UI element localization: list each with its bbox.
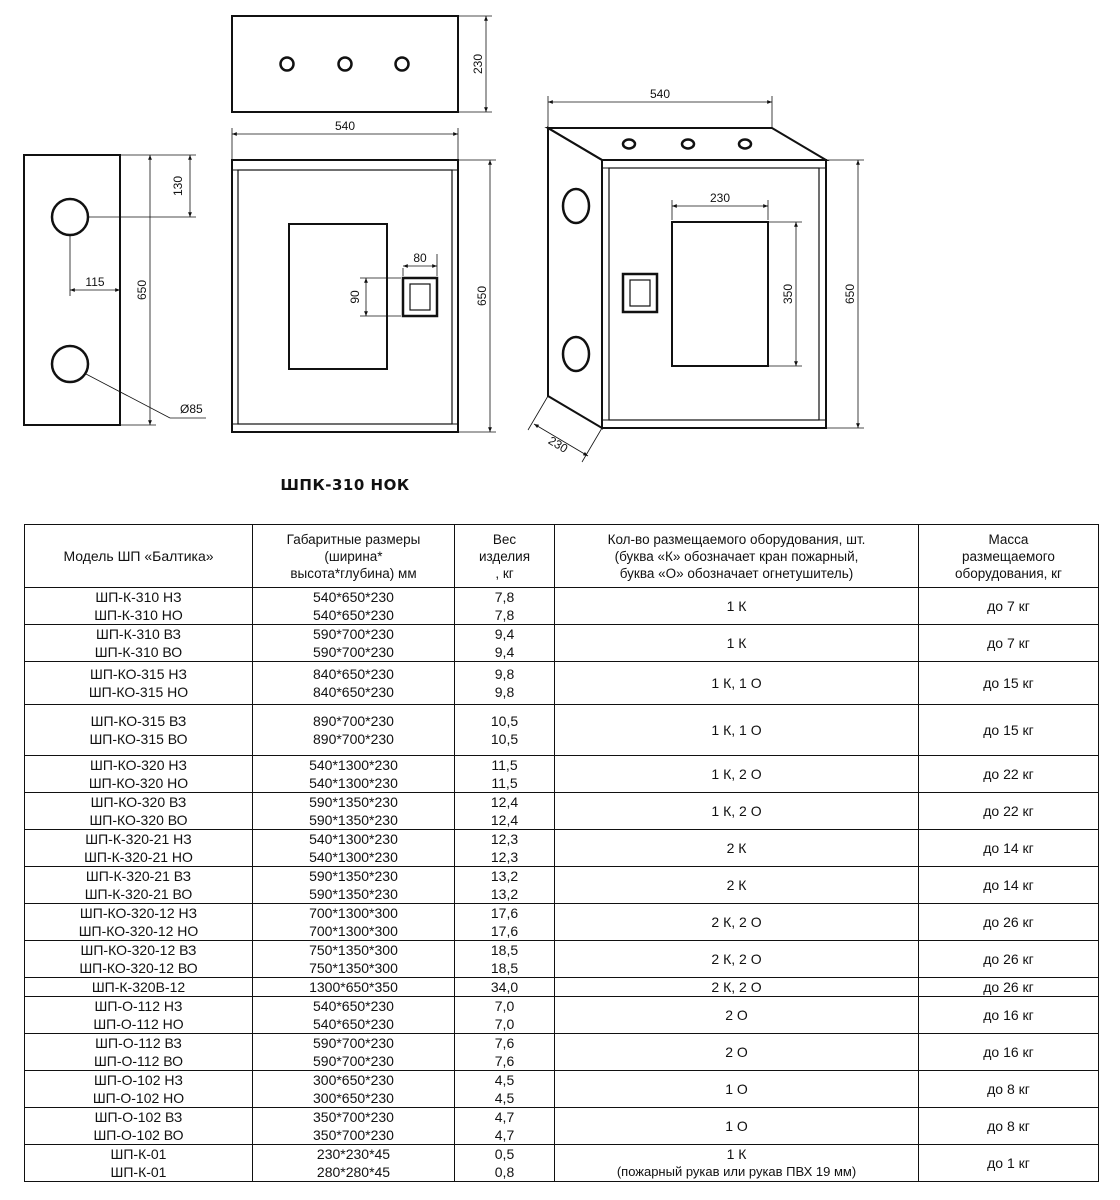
cell-line: ШП-К-01 [110, 1146, 167, 1162]
cell-dimensions [253, 625, 455, 662]
cell-weight [455, 705, 555, 756]
cell-dimensions [253, 904, 455, 941]
cell-model [25, 941, 253, 978]
header-line: , кг [495, 565, 514, 581]
cell-line: 750*1350*300 [309, 960, 398, 976]
cell-weight [455, 1034, 555, 1071]
header-line: Кол-во размещаемого оборудования, шт. [607, 531, 866, 547]
cell-line: 540*1300*230 [309, 775, 398, 791]
cell-line: 540*650*230 [313, 998, 394, 1014]
cell-weight [455, 1145, 555, 1182]
cell-model [25, 756, 253, 793]
cell-line: 7,8 [494, 607, 515, 623]
cell-equipment [555, 997, 919, 1034]
cell-line: 590*1350*230 [309, 886, 398, 902]
cell-line: 11,5 [491, 775, 518, 791]
side-hole-top-offset-label: 130 [171, 175, 185, 197]
header-equipment-mass [919, 525, 1099, 588]
cell-line: 230*230*45 [316, 1146, 391, 1162]
cell-line: ШП-КО-320-12 ВО [79, 960, 198, 976]
cell-line: ШП-КО-320 НЗ [90, 757, 187, 773]
table-row [25, 997, 1099, 1034]
cell-model [25, 978, 253, 997]
cell-line: ШП-КО-315 НО [88, 684, 189, 700]
cell-line: 840*650*230 [313, 666, 394, 682]
cell-weight [455, 756, 555, 793]
iso-window-height-label: 350 [781, 283, 795, 305]
side-hole-side-offset-label: 115 [85, 275, 105, 289]
cell-equipment-mass: до 16 кг [919, 997, 1099, 1034]
cell-line: 540*650*230 [313, 589, 394, 605]
cell-line: ШП-КО-320-12 ВЗ [80, 942, 197, 958]
cell-line: 590*1350*230 [309, 794, 398, 810]
drawing-caption: ШПК-310 НОК [280, 476, 410, 494]
cell-line: ШП-К-320-21 НЗ [85, 831, 192, 847]
cell-equipment [555, 588, 919, 625]
cell-line: 700*1300*300 [309, 905, 398, 921]
cell-line: 2 К [726, 840, 747, 856]
cell-model [25, 1108, 253, 1145]
side-view [24, 155, 206, 425]
cell-line: 34,0 [490, 979, 519, 995]
cell-equipment-mass: до 7 кг [919, 588, 1099, 625]
table-header-row [25, 525, 1099, 588]
cell-line: ШП-К-320-21 НО [84, 849, 193, 865]
table-row [25, 941, 1099, 978]
table-row [25, 1034, 1099, 1071]
cell-line: 1 К, 1 О [711, 722, 762, 738]
cell-line: 1 К, 2 О [711, 803, 762, 819]
cell-equipment-mass: до 15 кг [919, 662, 1099, 705]
cell-line: 590*700*230 [313, 626, 394, 642]
cell-weight [455, 830, 555, 867]
cell-weight [455, 1071, 555, 1108]
iso-top-hole [623, 140, 635, 149]
cell-line: ШП-О-112 НЗ [94, 998, 183, 1014]
cell-dimensions [253, 705, 455, 756]
cell-dimensions [253, 756, 455, 793]
cell-line: 2 О [725, 1007, 748, 1023]
cell-line: 700*1300*300 [309, 923, 398, 939]
cell-equipment [555, 1034, 919, 1071]
cell-line: 1 К, 2 О [711, 766, 762, 782]
cell-line: ШП-О-102 ВО [93, 1127, 184, 1143]
cell-line: 7,0 [494, 998, 515, 1014]
cell-line: 12,3 [490, 849, 519, 865]
cell-line: (пожарный рукав или рукав ПВХ 19 мм) [616, 1164, 857, 1179]
cell-line: 9,8 [494, 684, 515, 700]
cell-equipment [555, 756, 919, 793]
header-line: оборудования, кг [955, 565, 1062, 581]
cell-weight [455, 625, 555, 662]
table-row [25, 904, 1099, 941]
cell-line: 280*280*45 [316, 1164, 391, 1180]
cell-line: ШП-К-320-21 ВО [84, 886, 193, 902]
cell-weight [455, 588, 555, 625]
table-row [25, 1108, 1099, 1145]
iso-side-hole-top [563, 189, 589, 223]
cell-model [25, 1145, 253, 1182]
cell-dimensions [253, 1108, 455, 1145]
cell-line: 2 О [725, 1044, 748, 1060]
iso-height-label: 650 [843, 283, 857, 305]
cell-line: 7,0 [494, 1016, 515, 1032]
side-hole-top [52, 199, 88, 235]
cell-line: 9,4 [494, 626, 515, 642]
cell-line: ШП-О-112 ВЗ [95, 1035, 182, 1051]
cell-weight [455, 904, 555, 941]
cell-line: 350*700*230 [313, 1127, 394, 1143]
isometric-view [528, 87, 864, 462]
cell-line: 590*700*230 [313, 1035, 394, 1051]
header-line: изделия [478, 548, 531, 564]
table-row [25, 625, 1099, 662]
cell-line: ШП-К-310 ВО [94, 644, 183, 660]
spec-table [24, 524, 1099, 1182]
cell-line: 540*1300*230 [309, 849, 398, 865]
header-dimensions [253, 525, 455, 588]
cell-dimensions [253, 978, 455, 997]
cell-line: 590*1350*230 [309, 812, 398, 828]
cell-equipment-mass: до 26 кг [919, 941, 1099, 978]
cell-line: 0,5 [494, 1146, 515, 1162]
cell-line: ШП-О-102 НЗ [94, 1072, 183, 1088]
cell-model [25, 997, 253, 1034]
cell-equipment-mass: до 1 кг [919, 1145, 1099, 1182]
iso-width-label: 540 [649, 87, 671, 101]
cell-line: 4,5 [494, 1090, 515, 1106]
cell-equipment [555, 793, 919, 830]
table-row [25, 1071, 1099, 1108]
cell-weight [455, 793, 555, 830]
cell-line: 9,4 [494, 644, 515, 660]
cell-weight [455, 867, 555, 904]
table-row [25, 705, 1099, 756]
table-row [25, 588, 1099, 625]
table-row [25, 793, 1099, 830]
side-height-label: 650 [135, 279, 149, 301]
cell-line: 350*700*230 [313, 1109, 394, 1125]
technical-drawing [0, 0, 1120, 500]
handle-width-label: 80 [413, 251, 427, 265]
cell-line: 2 К, 2 О [711, 914, 762, 930]
cell-weight [455, 997, 555, 1034]
front-width-label: 540 [334, 119, 356, 133]
cell-dimensions [253, 867, 455, 904]
front-height-label: 650 [475, 285, 489, 307]
top-hole [339, 58, 352, 71]
cell-line: 1 К, 1 О [711, 675, 762, 691]
cell-line: 890*700*230 [313, 731, 394, 747]
cell-line: 590*1350*230 [309, 868, 398, 884]
cell-equipment [555, 1145, 919, 1182]
cell-line: ШП-КО-315 ВЗ [90, 713, 187, 729]
cell-line: 10,5 [490, 731, 519, 747]
cell-line: 17,6 [490, 905, 519, 921]
header-line: высота*глубина) мм [290, 565, 417, 581]
cell-equipment-mass: до 26 кг [919, 904, 1099, 941]
cell-line: 890*700*230 [313, 713, 394, 729]
table-row [25, 830, 1099, 867]
handle-height-label: 90 [348, 290, 362, 304]
cell-line: 12,3 [490, 831, 519, 847]
cell-line: ШП-КО-320 НО [88, 775, 189, 791]
header-line: (ширина* [324, 548, 383, 564]
cell-line: 1300*650*350 [309, 979, 398, 995]
cell-line: 1 К [726, 598, 747, 614]
cell-line: 0,8 [494, 1164, 515, 1180]
header-line: Габаритные размеры [286, 531, 421, 547]
header-line: буква «О» обозначает огнетушитель) [619, 565, 854, 581]
cell-line: 2 К [726, 877, 747, 893]
table-row [25, 662, 1099, 705]
iso-depth-label: 230 [545, 433, 571, 456]
cell-line: 540*650*230 [313, 1016, 394, 1032]
front-view [232, 119, 496, 432]
cell-line: 18,5 [490, 942, 519, 958]
cell-equipment-mass: до 26 кг [919, 978, 1099, 997]
cell-dimensions [253, 997, 455, 1034]
cell-model [25, 1071, 253, 1108]
side-hole-bottom [52, 346, 88, 382]
cell-dimensions [253, 941, 455, 978]
cell-equipment-mass: до 16 кг [919, 1034, 1099, 1071]
cell-equipment [555, 705, 919, 756]
top-hole [281, 58, 294, 71]
cell-model [25, 904, 253, 941]
cell-equipment [555, 625, 919, 662]
cell-equipment-mass: до 8 кг [919, 1108, 1099, 1145]
cell-line: ШП-К-310 НО [94, 607, 183, 623]
cell-model [25, 625, 253, 662]
cell-equipment-mass: до 22 кг [919, 793, 1099, 830]
cell-line: ШП-КО-320 ВЗ [90, 794, 187, 810]
iso-window [672, 222, 768, 366]
header-weight [455, 525, 555, 588]
cell-line: 4,7 [494, 1109, 515, 1125]
cell-line: ШП-О-102 НО [92, 1090, 185, 1106]
cell-equipment-mass: до 7 кг [919, 625, 1099, 662]
cell-line: 300*650*230 [313, 1072, 394, 1088]
cell-line: 840*650*230 [313, 684, 394, 700]
cell-equipment-mass: до 14 кг [919, 830, 1099, 867]
cell-line: ШП-К-01 [110, 1164, 167, 1180]
cell-weight [455, 978, 555, 997]
cell-line: 12,4 [490, 794, 519, 810]
cell-line: 7,6 [494, 1053, 515, 1069]
header-model [25, 525, 253, 588]
cell-line: 540*650*230 [313, 607, 394, 623]
cell-dimensions [253, 1034, 455, 1071]
cell-weight [455, 941, 555, 978]
header-line: (буква «К» обозначает кран пожарный, [614, 548, 859, 564]
cell-line: ШП-КО-320-12 НЗ [79, 905, 198, 921]
header-line: Модель ШП «Балтика» [63, 547, 214, 564]
cell-line: 2 К, 2 О [711, 951, 762, 967]
iso-top-hole [682, 140, 694, 149]
cell-line: ШП-КО-315 НЗ [90, 666, 187, 682]
cell-line: 9,8 [494, 666, 515, 682]
cell-line: 13,2 [490, 868, 519, 884]
cell-weight [455, 662, 555, 705]
cell-line: 300*650*230 [313, 1090, 394, 1106]
cell-dimensions [253, 662, 455, 705]
cell-equipment [555, 662, 919, 705]
top-view [232, 16, 492, 112]
cell-line: 11,5 [491, 757, 518, 773]
iso-top-hole [739, 140, 751, 149]
cell-line: 2 К, 2 О [711, 979, 762, 995]
cell-line: ШП-О-102 ВЗ [94, 1109, 183, 1125]
cell-model [25, 1034, 253, 1071]
cell-dimensions [253, 1071, 455, 1108]
cell-line: 4,7 [494, 1127, 515, 1143]
cell-equipment [555, 941, 919, 978]
cell-line: 750*1350*300 [309, 942, 398, 958]
cell-model [25, 830, 253, 867]
cell-line: ШП-К-320-21 ВЗ [85, 868, 192, 884]
cell-equipment [555, 1071, 919, 1108]
cell-equipment [555, 830, 919, 867]
table-row [25, 756, 1099, 793]
cell-line: ШП-К-320В-12 [91, 979, 186, 995]
cell-line: ШП-КО-320 ВО [89, 812, 188, 828]
cell-line: 540*1300*230 [309, 831, 398, 847]
cell-model [25, 793, 253, 830]
cell-line: 18,5 [490, 960, 519, 976]
cell-line: 12,4 [490, 812, 519, 828]
cell-line: ШП-К-310 НЗ [95, 589, 182, 605]
top-depth-label: 230 [471, 53, 485, 75]
cell-line: 1 К [726, 635, 747, 651]
cell-equipment-mass: до 8 кг [919, 1071, 1099, 1108]
cell-dimensions [253, 830, 455, 867]
header-line: Вес [492, 531, 517, 547]
cell-line: ШП-КО-320-12 НО [78, 923, 199, 939]
cell-dimensions [253, 588, 455, 625]
table-row [25, 1145, 1099, 1182]
cell-equipment [555, 1108, 919, 1145]
cell-model [25, 705, 253, 756]
cell-line: 4,5 [494, 1072, 515, 1088]
front-window [289, 224, 387, 369]
table-row [25, 978, 1099, 997]
hole-diameter-label: Ø85 [180, 402, 203, 416]
cell-line: 10,5 [490, 713, 519, 729]
cell-line: 13,2 [490, 886, 519, 902]
iso-window-width-label: 230 [709, 191, 731, 205]
header-equipment [555, 525, 919, 588]
header-line: размещаемого [962, 548, 1055, 564]
cell-line: ШП-О-112 НО [93, 1016, 184, 1032]
cell-line: ШП-О-112 ВО [93, 1053, 184, 1069]
cell-equipment [555, 867, 919, 904]
cell-model [25, 588, 253, 625]
cell-line: 7,6 [494, 1035, 515, 1051]
top-hole [396, 58, 409, 71]
cell-line: 1 О [725, 1081, 748, 1097]
cell-equipment [555, 904, 919, 941]
cell-equipment-mass: до 14 кг [919, 867, 1099, 904]
cell-line: 590*700*230 [313, 644, 394, 660]
cell-line: ШП-К-310 ВЗ [96, 626, 181, 642]
cell-model [25, 662, 253, 705]
cell-equipment [555, 978, 919, 997]
header-line: Масса [988, 531, 1029, 547]
cell-equipment-mass: до 22 кг [919, 756, 1099, 793]
cell-dimensions [253, 1145, 455, 1182]
cell-line: 17,6 [490, 923, 519, 939]
cell-model [25, 867, 253, 904]
cell-dimensions [253, 793, 455, 830]
cell-weight [455, 1108, 555, 1145]
cell-line: ШП-КО-315 ВО [89, 731, 188, 747]
cell-line: 540*1300*230 [309, 757, 398, 773]
cell-equipment-mass: до 15 кг [919, 705, 1099, 756]
spec-table-body [25, 588, 1099, 1182]
iso-side-hole-bottom [563, 337, 589, 371]
cell-line: 1 К [726, 1146, 747, 1162]
table-row [25, 867, 1099, 904]
cell-line: 7,8 [494, 589, 515, 605]
cell-line: 590*700*230 [313, 1053, 394, 1069]
cell-line: 1 О [725, 1118, 748, 1134]
